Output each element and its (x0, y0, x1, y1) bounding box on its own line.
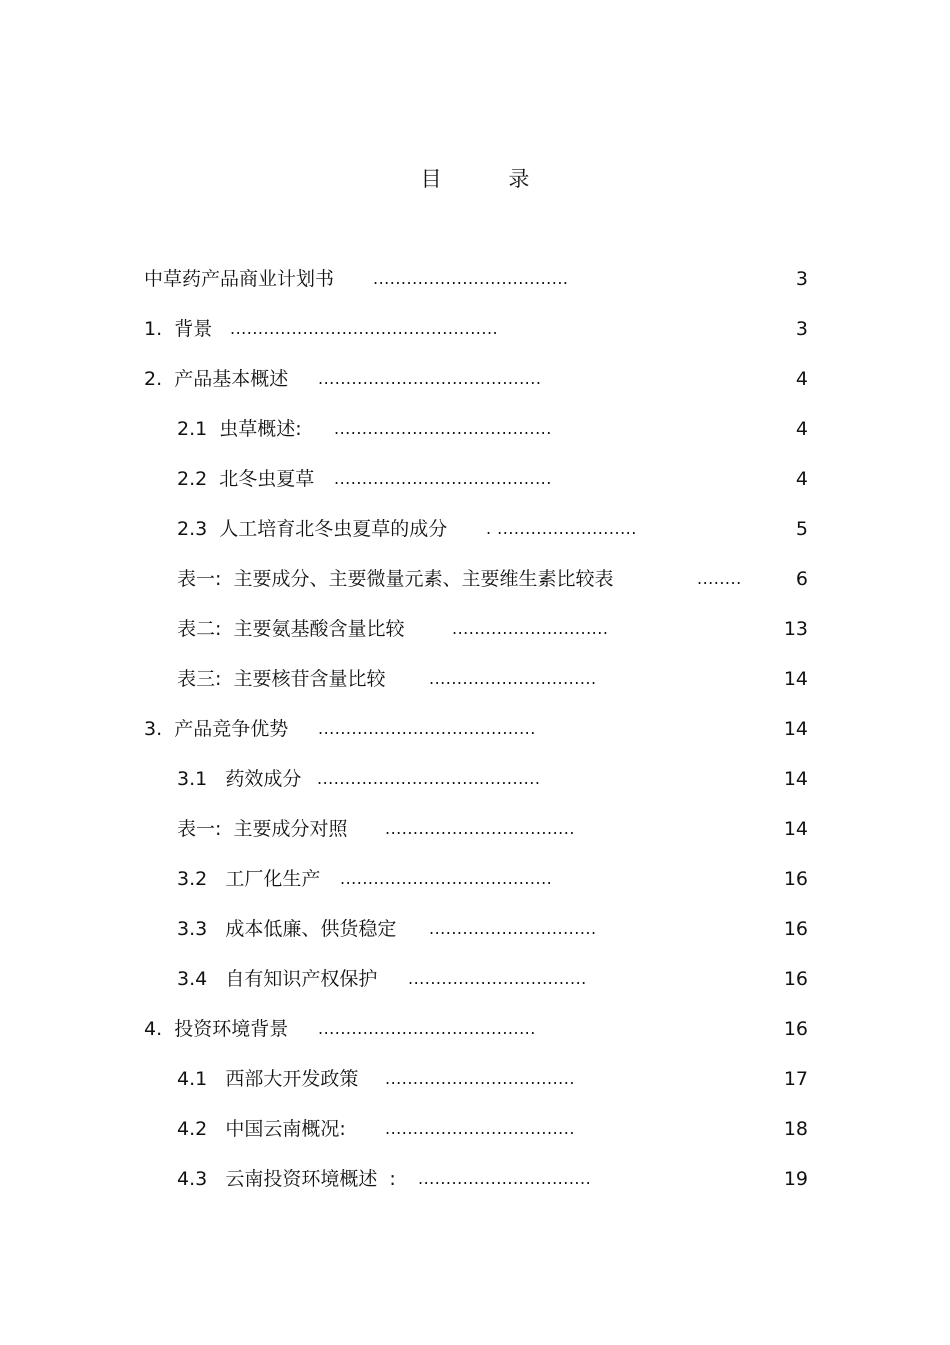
toc-entry-title: 3. 产品竞争优势 (144, 718, 289, 740)
toc-page-number: 4 (795, 468, 808, 490)
toc-entry[interactable] (0, 962, 950, 1012)
toc-leader-dots: ............................... (418, 1169, 592, 1188)
toc-page-number: 14 (783, 668, 808, 690)
toc-page-number: 4 (795, 418, 808, 440)
toc-entry-title: 3.3 成本低廉、供货稳定 (177, 918, 397, 940)
toc-entry-title: 4. 投资环境背景 (144, 1018, 289, 1040)
table-of-contents (0, 262, 950, 1212)
toc-entry-title: 3.2 工厂化生产 (177, 868, 321, 890)
toc-leader-dots: ....................................... (318, 719, 536, 738)
toc-page-number: 16 (783, 968, 808, 990)
toc-leader-dots: ....................................... (318, 1019, 536, 1038)
page-title: 目 录 (420, 167, 560, 191)
toc-entry-title: 4.3 云南投资环境概述 : (177, 1168, 396, 1190)
toc-entry[interactable] (0, 1112, 950, 1162)
toc-entry[interactable] (0, 1012, 950, 1062)
toc-leader-dots: ...................................... (340, 869, 553, 888)
toc-page-number: 3 (795, 318, 808, 340)
toc-entry-title: 1. 背景 (144, 318, 213, 340)
toc-entry[interactable] (0, 912, 950, 962)
toc-leader-dots: ................................ (408, 969, 587, 988)
toc-entry-title: 表一: 主要成分对照 (177, 818, 348, 840)
toc-leader-dots: ................................... (373, 269, 569, 288)
toc-entry-title: 2. 产品基本概述 (144, 368, 289, 390)
toc-entry[interactable] (0, 362, 950, 412)
toc-entry[interactable] (0, 662, 950, 712)
toc-page-number: 16 (783, 918, 808, 940)
toc-page-number: 19 (783, 1168, 808, 1190)
toc-page-number: 17 (783, 1068, 808, 1090)
toc-leader-dots: ....................................... (334, 419, 552, 438)
toc-page-number: 13 (783, 618, 808, 640)
toc-entry-title: 表二: 主要氨基酸含量比较 (177, 618, 405, 640)
toc-page-number: 14 (783, 768, 808, 790)
toc-entry[interactable] (0, 862, 950, 912)
toc-entry[interactable] (0, 412, 950, 462)
toc-leader-dots: .............................. (429, 919, 597, 938)
toc-page-number: 4 (795, 368, 808, 390)
toc-entry-title: 3.1 药效成分 (177, 768, 302, 790)
toc-leader-dots: ................................................ (230, 319, 499, 338)
toc-entry[interactable] (0, 1062, 950, 1112)
toc-leader-dots: ............................ (452, 619, 609, 638)
toc-entry-title: 2.1 虫草概述: (177, 418, 302, 440)
toc-leader-dots: ........ (697, 569, 742, 588)
toc-entry-title: 中草药产品商业计划书 (144, 268, 335, 290)
toc-leader-dots: ........................................ (318, 369, 542, 388)
toc-leader-dots: .................................. (385, 819, 575, 838)
toc-entry-title: 4.1 西部大开发政策 (177, 1068, 359, 1090)
toc-entry[interactable] (0, 712, 950, 762)
toc-page-number: 3 (795, 268, 808, 290)
toc-entry[interactable] (0, 312, 950, 362)
toc-entry[interactable] (0, 562, 950, 612)
toc-leader-dots: .................................. (385, 1119, 575, 1138)
toc-page-number: 16 (783, 1018, 808, 1040)
toc-entry[interactable] (0, 762, 950, 812)
toc-entry[interactable] (0, 812, 950, 862)
toc-leader-dots: .................................. (385, 1069, 575, 1088)
toc-leader-dots: ........................................ (317, 769, 541, 788)
toc-entry-title: 2.3 人工培育北冬虫夏草的成分 (177, 518, 448, 540)
toc-entry[interactable] (0, 262, 950, 312)
toc-page-number: 18 (783, 1118, 808, 1140)
toc-page-number: 14 (783, 818, 808, 840)
toc-entry[interactable] (0, 462, 950, 512)
toc-entry[interactable] (0, 612, 950, 662)
toc-entry[interactable] (0, 1162, 950, 1212)
toc-entry-title: 表三: 主要核苷含量比较 (177, 668, 386, 690)
toc-leader-dots: .............................. (429, 669, 597, 688)
toc-page-number: 14 (783, 718, 808, 740)
toc-entry-title: 4.2 中国云南概况: (177, 1118, 346, 1140)
toc-entry-title: 3.4 自有知识产权保护 (177, 968, 378, 990)
toc-page-number: 6 (795, 568, 808, 590)
toc-page-number: 16 (783, 868, 808, 890)
toc-entry[interactable] (0, 512, 950, 562)
toc-entry-title: 表一: 主要成分、主要微量元素、主要维生素比较表 (177, 568, 614, 590)
toc-leader-dots: . ......................... (486, 519, 637, 538)
toc-page-number: 5 (795, 518, 808, 540)
toc-leader-dots: ....................................... (334, 469, 552, 488)
toc-entry-title: 2.2 北冬虫夏草 (177, 468, 315, 490)
